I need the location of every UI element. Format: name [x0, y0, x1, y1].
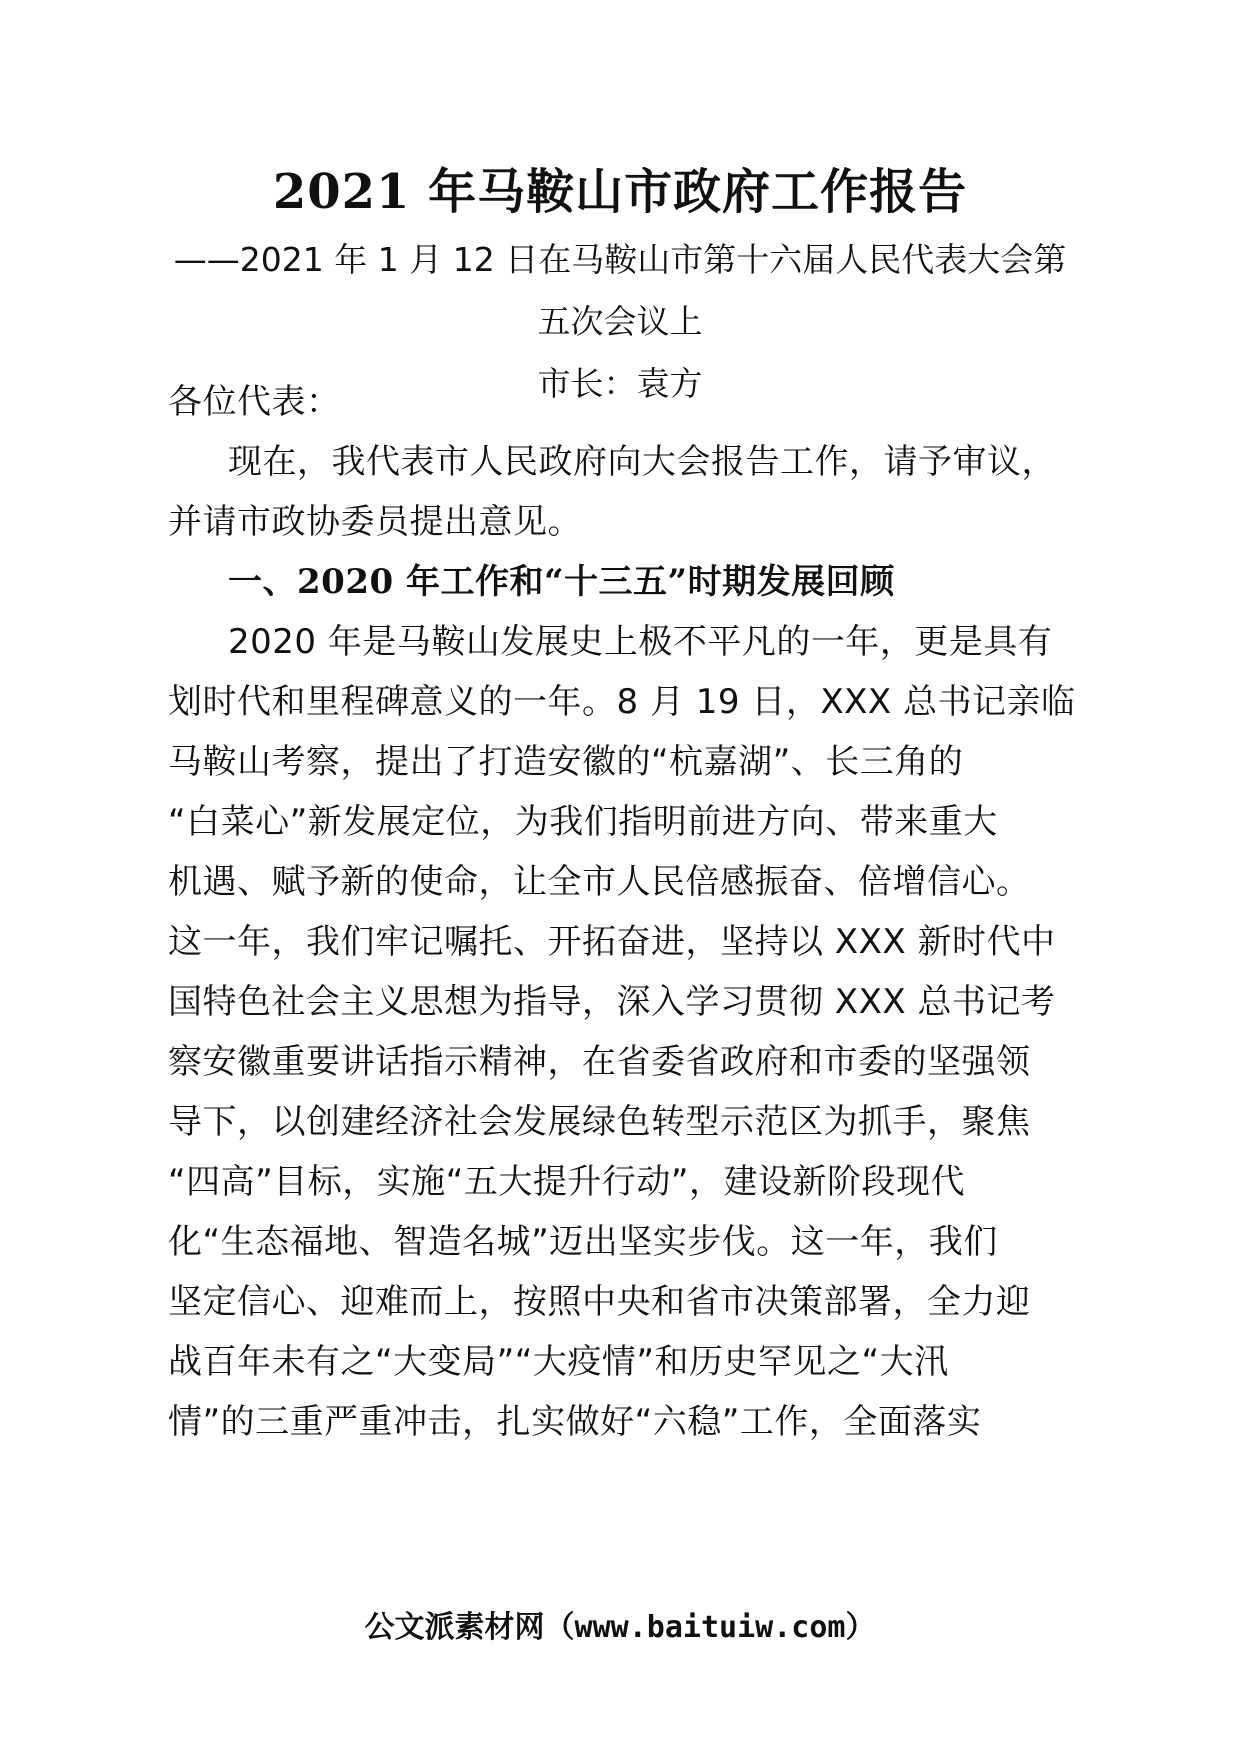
paragraph-line: 2020 年是马鞍山发展史上极不平凡的一年，更是具有 — [228, 622, 1053, 662]
author-line: 市长：袁方 — [537, 364, 703, 403]
paragraph-line: “白菜心”新发展定位，为我们指明前进方向、带来重大 — [168, 802, 998, 842]
paragraph-line: 导下，以创建经济社会发展绿色转型示范区为抓手，聚焦 — [168, 1102, 1031, 1142]
paragraph-line: 划时代和里程碑意义的一年。8 月 19 日，XXX 总书记亲临 — [168, 682, 1076, 722]
paragraph-line: 情”的三重严重冲击，扎实做好“六稳”工作，全面落实 — [168, 1402, 982, 1442]
paragraph-line: 马鞍山考察，提出了打造安徽的“杭嘉湖”、长三角的 — [168, 742, 964, 782]
paragraph-line: 战百年未有之“大变局”“大疫情”和历史罕见之“大汛 — [168, 1342, 949, 1382]
paragraph-line: 机遇、赋予新的使命，让全市人民倍感振奋、倍增信心。 — [168, 862, 1031, 902]
subtitle-line: 五次会议上 — [537, 302, 703, 341]
subtitle-line: ——2021 年 1 月 12 日在马鞍山市第十六届人民代表大会第 — [173, 240, 1067, 279]
salutation: 各位代表： — [168, 382, 341, 422]
paragraph-line: 化“生态福地、智造名城”迈出坚实步伐。这一年，我们 — [168, 1222, 998, 1262]
paragraph-line: 察安徽重要讲话指示精神，在省委省政府和市委的坚强领 — [168, 1042, 1031, 1082]
paragraph-line: 坚定信心、迎难而上，按照中央和省市决策部署，全力迎 — [168, 1282, 1031, 1322]
paragraph-line: 国特色社会主义思想为指导，深入学习贯彻 XXX 总书记考 — [168, 982, 1056, 1022]
paragraph-line: 并请市政协委员提出意见。 — [168, 502, 582, 542]
paragraph-line: 现在，我代表市人民政府向大会报告工作，请予审议， — [228, 442, 1056, 482]
paragraph-line: 这一年，我们牢记嘱托、开拓奋进，坚持以 XXX 新时代中 — [168, 922, 1056, 962]
document-title: 2021 年马鞍山市政府工作报告 — [272, 164, 968, 220]
section-heading: 一、2020 年工作和“十三五”时期发展回顾 — [228, 562, 895, 602]
paragraph-line: “四高”目标，实施“五大提升行动”，建设新阶段现代 — [168, 1162, 965, 1202]
footer-watermark: 公文派素材网（www.baituiw.com） — [364, 1610, 876, 1645]
